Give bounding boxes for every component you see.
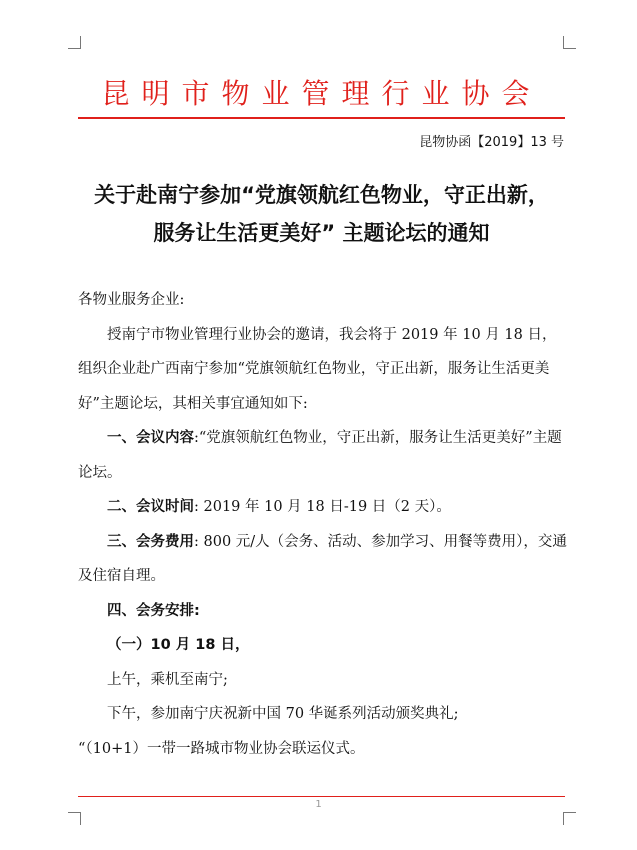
ceremony-schedule: “（10+1）一带一路城市物业协会联运仪式。: [78, 740, 365, 757]
crop-mark-bottom-right: [563, 812, 576, 825]
item-meeting-content: [78, 421, 568, 490]
item1-label: 一、会议内容: [107, 430, 194, 446]
document-body: [78, 283, 568, 766]
item-arrangement: 四、会务安排:: [107, 602, 200, 619]
intro-paragraph: 授南宁市物业管理行业协会的邀请，我会将于 2019 年 10 月 18 日，组织企业赴广西南宁参加“党旗领航红色物业，守正出新，服务让生活更美好”主题论坛，其相关事宜通知如下:: [78, 326, 557, 412]
item3-label: 三、会务费用: [107, 533, 194, 550]
crop-mark-top-right: [563, 36, 576, 49]
day1-heading: （一）10 月 18 日，: [107, 637, 250, 653]
organization-title: 昆明市物业管理行业协会: [101, 77, 542, 110]
crop-mark-top-left: [68, 36, 81, 49]
item2-text: : 2019 年 10 月 18 日-19 日（2 天）。: [194, 499, 451, 515]
notice-title-line1: 关于赴南宁参加“党旗领航红色物业，守正出新，: [94, 183, 549, 207]
item-meeting-time: [78, 490, 568, 525]
item1-text: :“党旗领航红色物业，守正出新，服务让生活更美好”主题论坛。: [78, 430, 562, 481]
crop-mark-bottom-left: [68, 812, 81, 825]
item2-label: 二、会议时间: [107, 499, 194, 515]
morning-schedule: 上午，乘机至南宁;: [107, 671, 228, 688]
afternoon-schedule: 下午，参加南宁庆祝新中国 70 华诞系列活动颁奖典礼;: [107, 706, 459, 722]
header-red-rule: [78, 117, 565, 119]
page-number: 1: [315, 799, 322, 810]
item3-text: : 800 元/人（会务、活动、参加学习、用餐等费用），交通及住宿自理。: [78, 533, 567, 584]
notice-title: [78, 176, 565, 252]
item-meeting-fee: [78, 525, 568, 594]
footer-red-rule: [78, 796, 565, 797]
salutation: 各物业服务企业:: [78, 292, 185, 308]
document-number: 昆物协函【2019】13 号: [419, 135, 564, 150]
notice-title-line2: 服务让生活更美好” 主题论坛的通知: [153, 221, 490, 245]
